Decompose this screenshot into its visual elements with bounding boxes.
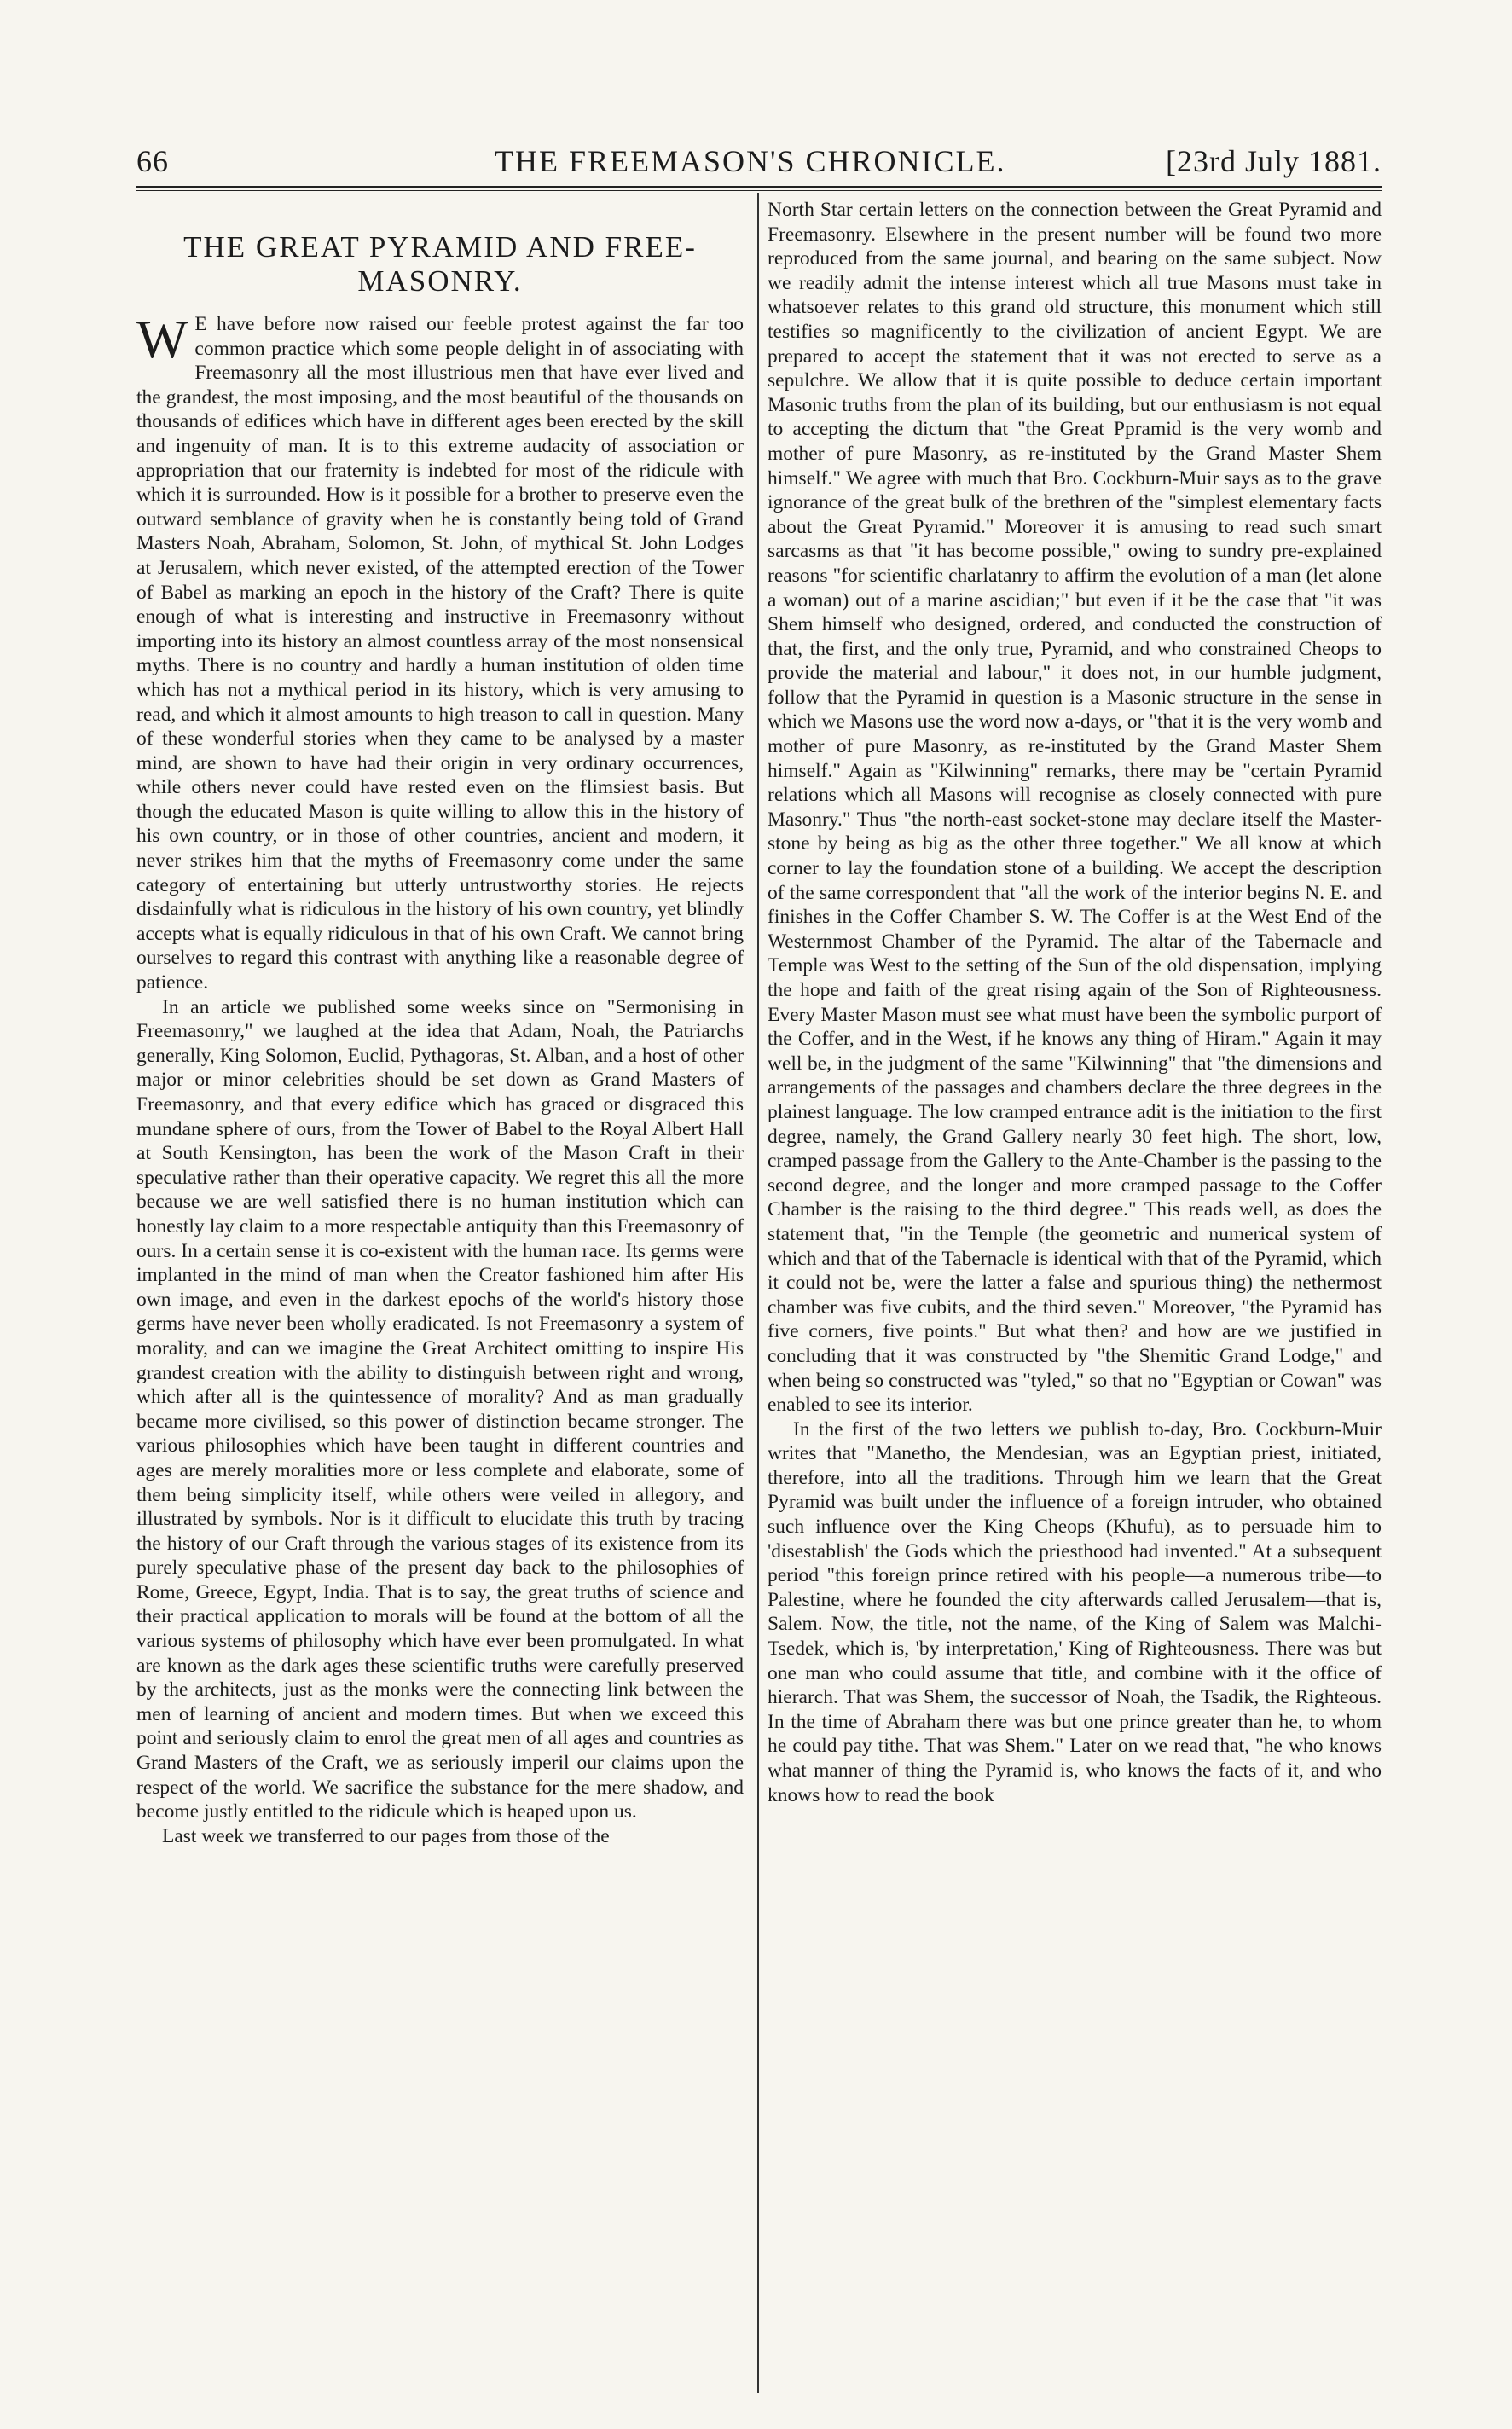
header-rule [136, 186, 1382, 188]
drop-cap: W [136, 309, 188, 369]
header-rule-thin [136, 190, 1382, 191]
article-paragraph: Last week we transferred to our pages from those of the [162, 1824, 610, 1847]
article-paragraph: North Star certain letters on the connection between the Great Pyramid and Freemasonry. Elsewhere in the present number will be found two more reproduced from the same journal, and bearing on the same subject. Now we readily admit the intense interest which all true Masons must take in whatsoever relates to this grand old structure, this monument which still testifies so magnificently to the civilization of ancient Egypt. We are prepared to accept the statement that it was not erected to serve as a sepulchre. We allow that it is quite possible to deduce certain important Masonic truths from the plan of its building, but our enthusiasm is not equal to accepting the dictum that "the Great Ppramid is the very womb and mother of pure Masonry, as re-instituted by the Grand Master Shem himself." We agree with much that Bro. Cockburn-Muir says as to the grave ignorance of the great bulk of the brethren of the "simplest elementary facts about the Great Pyramid." Moreover it is amusing to read such smart sarcasms as that "it has become possible," owing to sundry pre-explained reasons "for scientific charlatanry to affirm the evolution of a man (let alone a woman) out of a marine ascidian;" but even if it be the case that "it was Shem himself who designed, ordered, and conducted the construction of that, the first, and the only true, Pyramid, and who constrained Cheops to provide the material and labour," it does not, in our humble judgment, follow that the Pyramid in question is a Masonic structure in the sense in which we Masons use the word now a-days, or "that it is the very womb and mother of pure Masonry, as re-instituted by the Grand Master Shem himself." Again as "Kilwinning" remarks, there may be "certain Pyramid relations which all Masons will recognise as closely connected with pure Masonry." Thus "the north-east socket-stone may declare itself the Master-stone by being as big as the other three together." We all know at which corner to lay the foundation stone of a building. We accept the description of the same correspondent that "all the work of the interior begins N. E. and finishes in the Coffer Chamber S. W. The Coffer is at the West End of the Westernmost Chamber of the Pyramid. The altar of the Tabernacle and Temple was West to the setting of the Sun of the old dispensation, implying the hope and faith of the great rising again of the Son of Righteousness. Every Master Mason must see what must have been the symbolic purport of the Coffer, and in the West, if he knows any thing of Hiram." Again it may well be, in the judgment of the same "Kilwinning" that "the dimensions and arrangements of the passages and chambers declare the three degrees in the plainest language. The low cramped entrance adit is the initiation to the first degree, namely, the Grand Gallery nearly 30 feet high. The short, low, cramped passage from the Gallery to the Ante-Chamber is the passing to the second degree, and the longer and more cramped passage to the Coffer Chamber is the raising to the third degree." This reads well, as does the statement that, "in the Temple (the geometric and numerical system of which and that of the Tabernacle is identical with that of the Pyramid, which it could not be, were the latter a false and spurious thing) the nethermost chamber was five cubits, and the third seven." Moreover, "the Pyramid has five corners, five points." But what then? and how are we justified in concluding that it was constructed by "the Shemitic Grand Lodge," and when being so constructed was "tyled," so that no "Egyptian or Cowan" was enabled to see its interior. [768, 199, 1382, 1417]
paragraph-text: E have before now raised our feeble protest against the far too common practice which some people delight in of associating with Freemasonry all the most illustrious men that have ever lived and the grandest, the most imposing, and the most beautiful of the thousands on thousands of edifices which have in different ages been erected by the skill and ingenuity of man. It is to this extreme audacity of association or appropriation that our fraternity is indebted for most of the ridicule with which it is surrounded. How is it possible for a brother to preserve even the outward semblance of gravity when he is constantly being told of Grand Masters Noah, Abraham, Solomon, St. John, of mythical St. John Lodges at Jerusalem, which never existed, of the attempted erection of the Tower of Babel as marking an epoch in the history of the Craft? There is quite enough of what is interesting and instructive in Freemasonry without importing into its history an almost countless array of the most nonsensical myths. There is no country and hardly a human institution of olden time which has not a mythical period in its history, which is very amusing to read, and which it almost amounts to high treason to call in question. Many of these wonderful stories when they came to be analysed by a master mind, are shown to have had their origin in very ordinary occurrences, while others never could have rested even on the flimsiest basis. But though the educated Mason is quite willing to allow this in the history of his own country, or in those of other countries, ancient and modern, it never strikes him that the myths of Freemasonry come under the same category of entertaining but utterly untrustworthy stories. He rejects disdainfully what is ridiculous in the history of his own country, yet blindly accepts what is equally ridiculous in that of his own Craft. We cannot bring ourselves to regard this contrast with anything like a reasonable degree of patience. [136, 313, 744, 994]
issue-date: [23rd July 1881. [1166, 144, 1382, 178]
right-column [768, 198, 1382, 1807]
article-paragraph [136, 309, 744, 995]
masthead: THE FREEMASON'S CHRONICLE. [495, 144, 1006, 178]
article-paragraph: In the first of the two letters we publish to-day, Bro. Cockburn-Muir writes that "Manetho, the Mendesian, was an Egyptian priest, initiated, therefore, into all the traditions. Through him we learn that the Great Pyramid was built under the influence of a foreign intruder, who obtained such influence over the King Cheops (Khufu), as to persuade him to 'disestablish' the Gods which the priesthood had invented." At a subsequent period "this foreign prince retired with his people—a numerous tribe—to Palestine, where he founded the city afterwards called Jerusalem—that is, Salem. Now, the title, not the name, of the King of Salem was Malchi-Tsedek, which is, 'by interpretation,' King of Righteousness. There was but one man who could assume that title, and combine with it the office of hierarch. That was Shem, the successor of Noah, the Tsadik, the Righteous. In the time of Abraham there was but one prince greater than he, to whom he could pay tithe. That was Shem." Later on we read that, "he who knows what manner of thing the Pyramid is, who knows the facts of it, and who knows how to read the book [768, 1417, 1382, 1806]
page-number: 66 [136, 144, 169, 178]
column-divider [757, 193, 759, 2393]
article-paragraph: In an article we published some weeks since on "Sermonising in Freemasonry," we laughed at the idea that Adam, Noah, the Patriarchs generally, King Solomon, Euclid, Pythagoras, St. Alban, and a host of other major or minor celebrities should be set down as Grand Masters of Freemasonry, and that every edifice which has graced or disgraced this mundane sphere of ours, from the Tower of Babel to the Royal Albert Hall at South Kensington, has been the work of the Mason Craft in their speculative rather than their operative capacity. We regret this all the more because we are well satisfied there is no human institution which can honestly lay claim to a more respectable antiquity than this Freemasonry of ours. In a certain sense it is co-existent with the human race. Its germs were implanted in the mind of man when the Creator fashioned him after His own image, and even in the darkest epochs of the world's history those germs have never been wholly eradicated. Is not Freemasonry a system of morality, and can we imagine the Great Architect omitting to inspire His grandest creation with the ability to distinguish between right and wrong, which after all is the quintessence of morality? And as man gradually became more civilised, so this power of distinction became stronger. The various philosophies which have been taught in different countries and ages are merely moralities more or less complete and elaborate, some of them being simplicity itself, while others were veiled in allegory, and illustrated by symbols. Nor is it difficult to elucidate this truth by tracing the history of our Craft through the various stages of its existence from its purely speculative phase of the present day back to the philosophies of Rome, Greece, Egypt, India. That is to say, the great truths of science and their practical application to morals will be found at the bottom of all the various systems of philosophy which have ever been promulgated. In what are known as the dark ages these scientific truths were carefully preserved by the architects, just as the monks were the connecting link between the men of learning of ancient and modern times. But when we exceed this point and seriously claim to enrol the great men of all ages and countries as Grand Masters of the Craft, we as seriously imperil our claims upon the respect of the world. We sacrifice the substance for the mere shadow, and become justly entitled to the ridicule which is heaped upon us. [136, 995, 744, 1823]
left-column [136, 198, 744, 1848]
page-header [136, 143, 1382, 183]
article-title: THE GREAT PYRAMID AND FREE-MASONRY. [183, 230, 697, 298]
